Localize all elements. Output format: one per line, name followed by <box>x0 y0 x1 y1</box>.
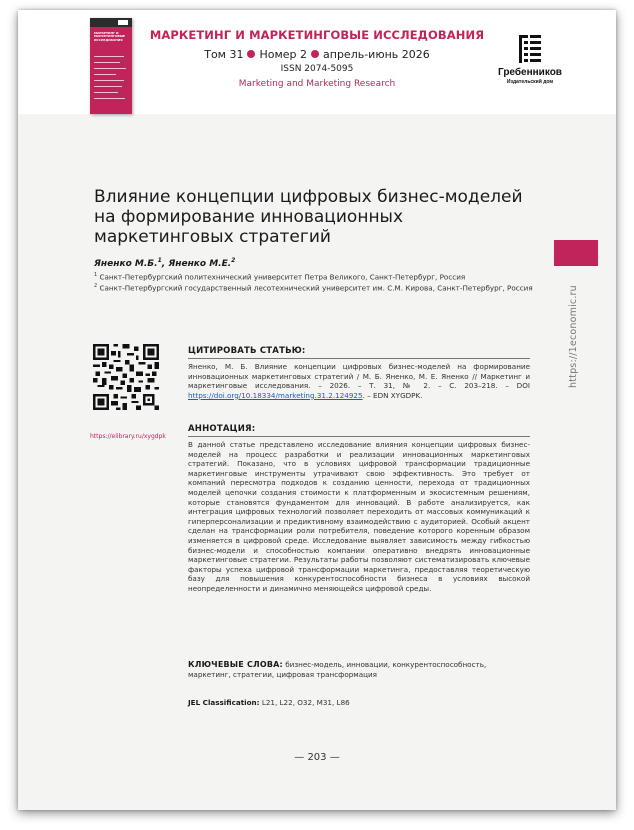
author-separator: , <box>161 259 169 269</box>
bullet-icon <box>311 50 319 58</box>
author-1: Яненко М.Б. <box>94 259 158 269</box>
jel-section <box>188 698 530 708</box>
qr-url[interactable]: https://elibrary.ru/xygdpk <box>90 433 166 440</box>
citation-section <box>188 346 530 400</box>
publisher-name: Гребенников <box>498 67 562 78</box>
doi-link[interactable]: https://doi.org/10.18334/marketing.31.2.124925 <box>188 390 363 400</box>
keywords-label: КЛЮЧЕВЫЕ СЛОВА: <box>188 660 283 669</box>
author-2: Яненко М.Е. <box>168 259 232 269</box>
qr-code-icon[interactable] <box>93 344 159 410</box>
affiliation-2-sup: 2 <box>94 283 98 289</box>
publisher-subtitle: Издательский дом <box>506 79 554 85</box>
publisher <box>492 34 568 85</box>
keywords-text: бизнес-модель, инновации, конкурентоспособность, маркетинг, стратегии, цифровая трансформация <box>188 660 487 679</box>
issue-period: апрель-июнь 2026 <box>323 48 430 61</box>
authors <box>94 257 235 269</box>
journal-cover-icon <box>90 18 132 114</box>
affiliation-2 <box>94 282 534 292</box>
bullet-icon <box>247 50 255 58</box>
journal-english-title: Marketing and Marketing Research <box>238 79 396 89</box>
affiliation-1-sup: 1 <box>94 272 98 278</box>
side-accent-tab <box>554 240 598 266</box>
side-url[interactable] <box>554 278 598 398</box>
affiliation-1-text: Санкт-Петербургский политехнический университет Петра Великого, Санкт-Петербург, Россия <box>97 272 466 282</box>
journal-page <box>18 10 616 810</box>
volume: Том 31 <box>204 48 244 61</box>
side-url-text[interactable]: https://1economic.ru <box>568 285 579 388</box>
issue-number: Номер 2 <box>259 48 308 61</box>
affiliation-2-text: Санкт-Петербургский государственный лесотехнический университет им. С.М. Кирова, Санкт-Петербург, Россия <box>97 283 533 293</box>
jel-label: JEL Classification: <box>188 698 260 707</box>
abstract-section <box>188 424 530 594</box>
citation-heading: ЦИТИРОВАТЬ СТАТЬЮ: <box>188 346 530 359</box>
article-title: Влияние концепции цифровых бизнес-моделей на формирование инновационных маркетинговых стратегий <box>94 187 523 247</box>
jel-text: L21, L22, O32, M31, L86 <box>259 698 350 707</box>
publisher-logo-icon <box>518 34 542 64</box>
affiliation-1 <box>94 271 534 281</box>
keywords-section <box>188 660 530 680</box>
abstract-text: В данной статье представлено исследование влияния концепции цифровых бизнес-моделей на процесс разработки и реализации инновационных маркетинговых стратегий. Показано, что в условиях цифровой трансформации традиционные маркетинговые инструменты утрачивают свою эффективность. Это требует от компаний пересмотра подходов к созданию ценности, перехода от традиционных моделей цепочки создания стоимости к платформенным и экосистемным решениям, которые становятся фундаментом для инноваций. В работе анализируется, как интеграция цифровых технологий позволяет переходить от массовых коммуникаций к гиперперсонализации и предиктивному взаимодействию с аудиторией. Особый акцент сделан на трансформации роли потребителя, поведение которого коренным образом изменяется в цифровой среде. Исследование выявляет зависимость между гибкостью бизнес-модели и способностью компании оперативно внедрять инновационные маркетинговые стратегии. Результаты работы позволяют систематизировать ключевые факторы успеха цифровой трансформации маркетинга, предоставляя теоретическую базу для повышения конкурентоспособности бизнеса в условиях высокой неопределенности и динамично меняющейся цифровой среды. <box>188 440 530 593</box>
citation-text <box>188 362 530 400</box>
author-2-sup: 2 <box>231 257 236 264</box>
issn: ISSN 2074-5095 <box>280 64 354 74</box>
page-number: — 203 — <box>294 752 340 763</box>
page-header <box>18 10 616 114</box>
abstract-heading: АННОТАЦИЯ: <box>188 424 530 437</box>
author-1-sup: 1 <box>157 257 162 264</box>
journal-issue <box>130 48 504 61</box>
journal-info <box>130 28 504 89</box>
citation-body: Яненко, М. Б. Влияние концепции цифровых бизнес-моделей на формирование инновационных маркетинговых стратегий / М. Б. Яненко, М. Е. Яненко // Маркетинг и маркетинговые исследования. – 2026. – Т. 31, № 2. – С. 203–218. – DOI <box>188 362 530 391</box>
journal-title: МАРКЕТИНГ И МАРКЕТИНГОВЫЕ ИССЛЕДОВАНИЯ <box>149 28 485 42</box>
cover-title: МАРКЕТИНГ И МАРКЕТИНГОВЫЕ ИССЛЕДОВАНИЯ <box>94 31 125 42</box>
citation-tail: . – EDN XYGDPK. <box>362 390 423 400</box>
